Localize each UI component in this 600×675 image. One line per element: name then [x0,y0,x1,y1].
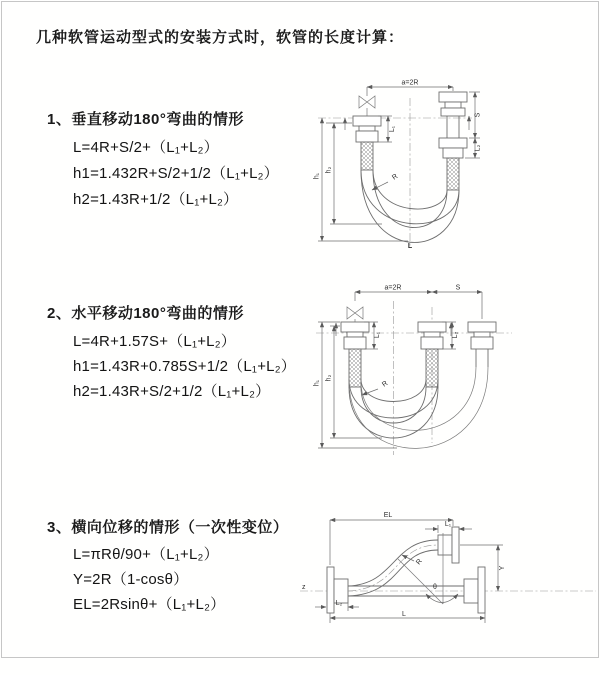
dim-label-y: Y [499,565,506,571]
right-fitting-moved-position [468,322,496,367]
radius-callout [372,173,399,190]
top-dimensions [355,285,482,320]
dim-label-el: EL [383,512,393,519]
left-fitting [345,116,381,170]
section-2-heading: 2、水平移动180°弯曲的情形 [47,305,244,322]
braided-hose-section [361,142,373,170]
section-2-formula-h2: h2=1.43R+S/2+1/2（L₁+L₂） [73,383,271,400]
page-title: 几种软管运动型式的安装方式时，软管的长度计算： [36,29,405,46]
dim-label-l1: L₁ [374,331,381,339]
section-1-formula-h1: h1=1.432R+S/2+1/2（L₁+L₂） [73,165,279,182]
hose-u-bends [349,367,488,448]
hose-moved-position [361,367,476,430]
l2-dimension [315,600,359,611]
l-dimension [330,611,485,623]
dim-label-h1: h₁ [313,172,321,180]
hose-moved-position [349,367,488,448]
dim-label-l2: L₂ [452,331,459,339]
braided-hose-section [426,349,438,387]
radius-label: R [415,557,424,567]
top-dimension [367,80,453,92]
valve-icon [359,87,375,116]
right-fitting [439,92,469,190]
section-3-formula-el: EL=2Rsinθ+（L₁+L₂） [73,596,226,613]
valve-icon [347,307,363,322]
s-curve-hose [348,540,438,596]
top-right-flange-displaced [438,527,459,563]
dim-label-h2: h₂ [325,374,333,382]
left-fitting [336,322,369,387]
dim-label-a2r: a=2R [384,284,402,292]
dim-label-a2r: a=2R [401,79,419,87]
radius-callout [362,380,389,395]
radius-label: R [391,173,400,182]
dim-label-s: S [474,112,482,118]
middle-fitting [418,322,451,387]
section-2-formula-h1: h1=1.43R+0.785S+1/2（L₁+L₂） [73,358,296,375]
length-label: L [407,243,413,250]
dim-label-h1: h₁ [313,379,321,387]
diagram-horizontal-180-bend [312,283,592,465]
dim-label-h2: h₂ [325,166,333,174]
angle-label: θ [433,584,437,591]
diagram-lateral-displacement [298,505,598,648]
right-flange [464,567,485,613]
dim-label-l2: L₂ [335,600,343,607]
braided-hose-section [349,349,361,387]
axis-mark: z [302,584,306,591]
section-2-formula-length: L=4R+1.57S+（L₁+L₂） [73,333,236,350]
section-3-heading: 3、横向位移的情形（一次性变位） [47,519,289,536]
braided-hose-section [447,158,459,190]
dim-label-l2: L₂ [474,144,482,152]
diagram-vertical-180-bend [312,78,582,250]
section-1-formula-h2: h2=1.43R+1/2（L₁+L₂） [73,191,239,208]
section-3-formula-y: Y=2R（1-cosθ） [73,571,189,588]
section-1-heading: 1、垂直移动180°弯曲的情形 [47,111,244,128]
dim-label-l: L [402,611,406,618]
el-dimension [330,512,453,565]
stroke-dimensions [465,92,482,158]
dim-label-l1: L₁ [444,521,452,528]
dim-label-l1: L₁ [389,125,396,133]
section-1-formula-length: L=4R+S/2+（L₁+L₂） [73,139,219,156]
section-3-formula-length: L=πRθ/90+（L₁+L₂） [73,546,219,563]
dim-label-s: S [455,284,461,292]
radius-label: R [381,380,390,389]
l1-dimension [425,521,472,533]
